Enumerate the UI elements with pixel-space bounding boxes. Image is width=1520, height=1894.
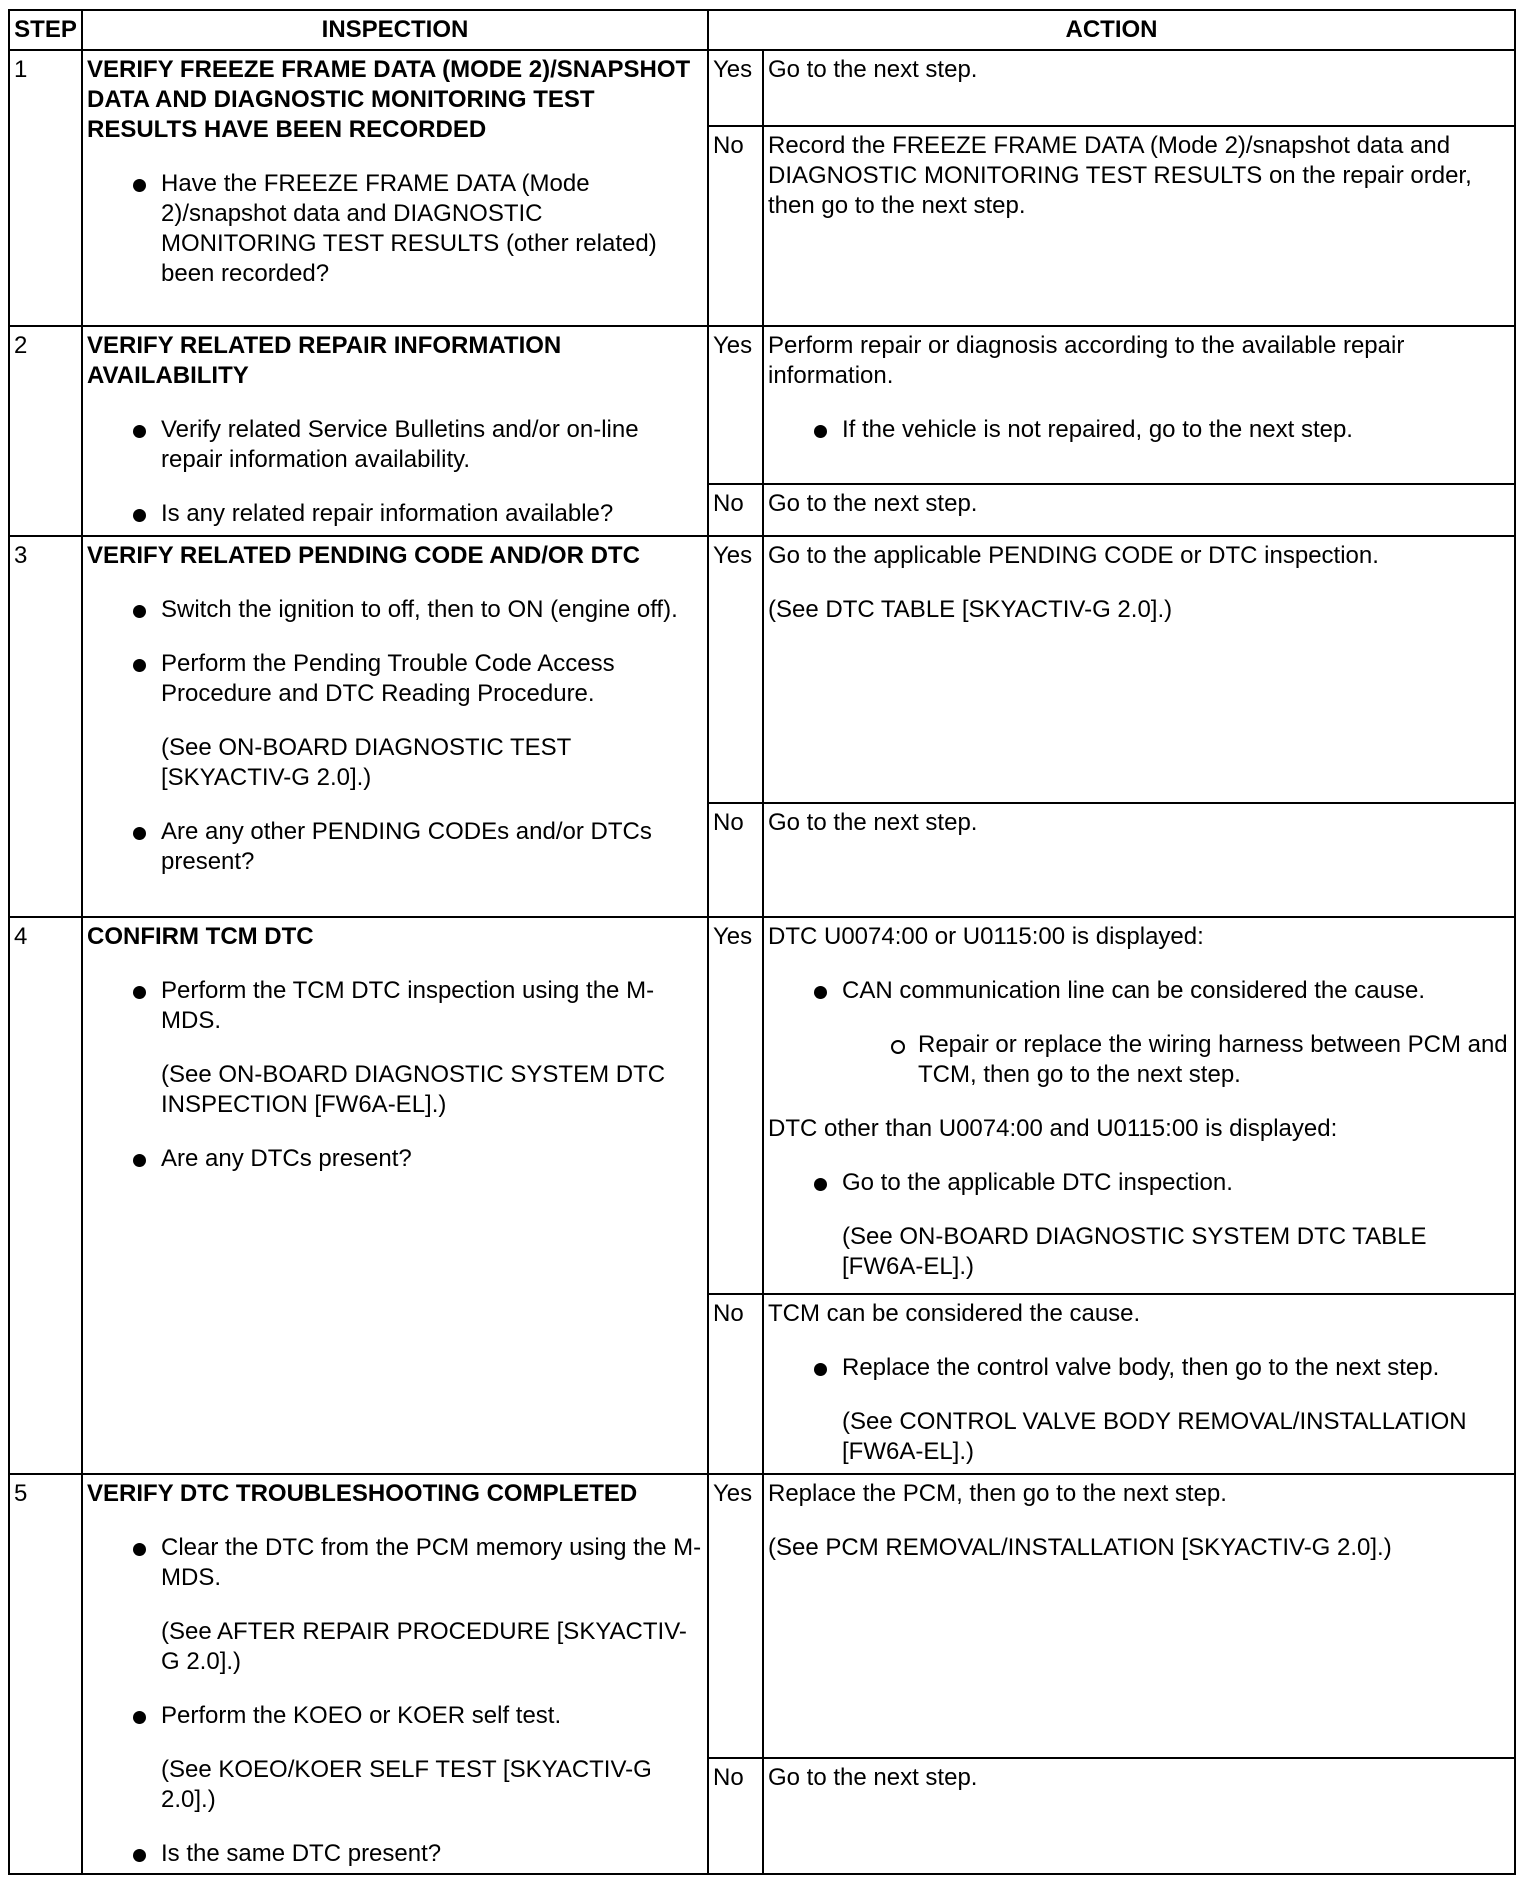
no-action-cell [763, 1294, 1515, 1474]
bullet-item: Are any DTCs present? [87, 1144, 703, 1174]
no-label: No [708, 1294, 763, 1474]
yes-label: Yes [708, 917, 763, 1294]
no-label: No [708, 126, 763, 326]
reference-text: (See AFTER REPAIR PROCEDURE [SKYACTIV-G 2.0].) [161, 1618, 687, 1675]
yes-action: Go to the applicable PENDING CODE or DTC inspection. [768, 542, 1379, 569]
inspection-column-header: INSPECTION [82, 10, 708, 50]
bullet-item: CAN communication line can be considered the cause. [768, 976, 1510, 1006]
table-row [9, 326, 1515, 484]
no-action: Go to the next step. [763, 484, 1515, 536]
step-title: VERIFY FREEZE FRAME DATA (MODE 2)/SNAPSHOT DATA AND DIAGNOSTIC MONITORING TEST RESULTS HAVE BEEN RECORDED [87, 56, 691, 143]
inspection-cell [82, 917, 708, 1474]
bullet-item: Is the same DTC present? [87, 1839, 703, 1869]
yes-action-cell [763, 326, 1515, 484]
no-action: Go to the next step. [763, 803, 1515, 917]
bullet-item: Are any other PENDING CODEs and/or DTCs present? [87, 817, 703, 877]
sub-bullet-item: Repair or replace the wiring harness between PCM and TCM, then go to the next step. [768, 1030, 1510, 1090]
no-label: No [708, 1758, 763, 1874]
yes-action-2: DTC other than U0074:00 and U0115:00 is displayed: [768, 1115, 1338, 1142]
table-row [9, 536, 1515, 803]
bullet-item: Perform the Pending Trouble Code Access Procedure and DTC Reading Procedure. [87, 649, 703, 709]
yes-action: Replace the PCM, then go to the next step. [768, 1480, 1227, 1507]
table-row [9, 1474, 1515, 1758]
inspection-cell [82, 536, 708, 917]
header-row [9, 10, 1515, 50]
bullet-item: Is any related repair information available? [87, 499, 703, 529]
no-label: No [708, 803, 763, 917]
step-number: 3 [9, 536, 82, 917]
bullet-item: Switch the ignition to off, then to ON (engine off). [87, 595, 703, 625]
reference-text: (See DTC TABLE [SKYACTIV-G 2.0].) [768, 596, 1173, 623]
bullet-item: If the vehicle is not repaired, go to the next step. [768, 415, 1510, 445]
step-title: VERIFY RELATED REPAIR INFORMATION AVAILABILITY [87, 332, 562, 389]
bullet-item: Verify related Service Bulletins and/or on-line repair information availability. [87, 415, 703, 475]
yes-label: Yes [708, 1474, 763, 1758]
no-action: Go to the next step. [763, 1758, 1515, 1874]
yes-action-cell [763, 917, 1515, 1294]
reference-text: (See PCM REMOVAL/INSTALLATION [SKYACTIV-G 2.0].) [768, 1534, 1392, 1561]
bullet-item: Replace the control valve body, then go to the next step. [768, 1353, 1510, 1383]
reference-text: (See CONTROL VALVE BODY REMOVAL/INSTALLATION [FW6A-EL].) [842, 1408, 1467, 1465]
reference-text: (See ON-BOARD DIAGNOSTIC SYSTEM DTC TABLE [FW6A-EL].) [842, 1223, 1427, 1280]
yes-action-cell [763, 1474, 1515, 1758]
reference-text: (See ON-BOARD DIAGNOSTIC SYSTEM DTC INSPECTION [FW6A-EL].) [161, 1061, 666, 1118]
step-title: VERIFY DTC TROUBLESHOOTING COMPLETED [87, 1480, 638, 1507]
yes-label: Yes [708, 536, 763, 803]
bullet-item: Perform the TCM DTC inspection using the M-MDS. [87, 976, 703, 1036]
yes-action: Perform repair or diagnosis according to the available repair information. [768, 332, 1405, 389]
action-column-header: ACTION [708, 10, 1515, 50]
reference-text: (See KOEO/KOER SELF TEST [SKYACTIV-G 2.0].) [161, 1756, 652, 1813]
reference-text: (See ON-BOARD DIAGNOSTIC TEST [SKYACTIV-G 2.0].) [161, 734, 571, 791]
yes-label: Yes [708, 326, 763, 484]
bullet-item: Clear the DTC from the PCM memory using the M-MDS. [87, 1533, 703, 1593]
bullet-item: Have the FREEZE FRAME DATA (Mode 2)/snapshot data and DIAGNOSTIC MONITORING TEST RESULTS (other related) been recorded? [87, 169, 703, 289]
no-label: No [708, 484, 763, 536]
step-number: 2 [9, 326, 82, 536]
inspection-cell [82, 1474, 708, 1874]
yes-label: Yes [708, 50, 763, 126]
yes-action: Go to the next step. [763, 50, 1515, 126]
step-number: 4 [9, 917, 82, 1474]
inspection-cell [82, 326, 708, 536]
no-action: Record the FREEZE FRAME DATA (Mode 2)/snapshot data and DIAGNOSTIC MONITORING TEST RESULTS on the repair order, then go to the next step. [763, 126, 1515, 326]
step-number: 5 [9, 1474, 82, 1874]
diagnostic-table [8, 9, 1516, 1875]
step-title: CONFIRM TCM DTC [87, 923, 314, 950]
table-row [9, 50, 1515, 126]
table-row [9, 917, 1515, 1294]
inspection-cell [82, 50, 708, 326]
yes-action-cell [763, 536, 1515, 803]
bullet-item: Go to the applicable DTC inspection. [768, 1168, 1510, 1198]
step-column-header: STEP [9, 10, 82, 50]
bullet-item: Perform the KOEO or KOER self test. [87, 1701, 703, 1731]
step-number: 1 [9, 50, 82, 326]
step-title: VERIFY RELATED PENDING CODE AND/OR DTC [87, 542, 640, 569]
yes-action: DTC U0074:00 or U0115:00 is displayed: [768, 923, 1204, 950]
no-action: TCM can be considered the cause. [768, 1300, 1141, 1327]
